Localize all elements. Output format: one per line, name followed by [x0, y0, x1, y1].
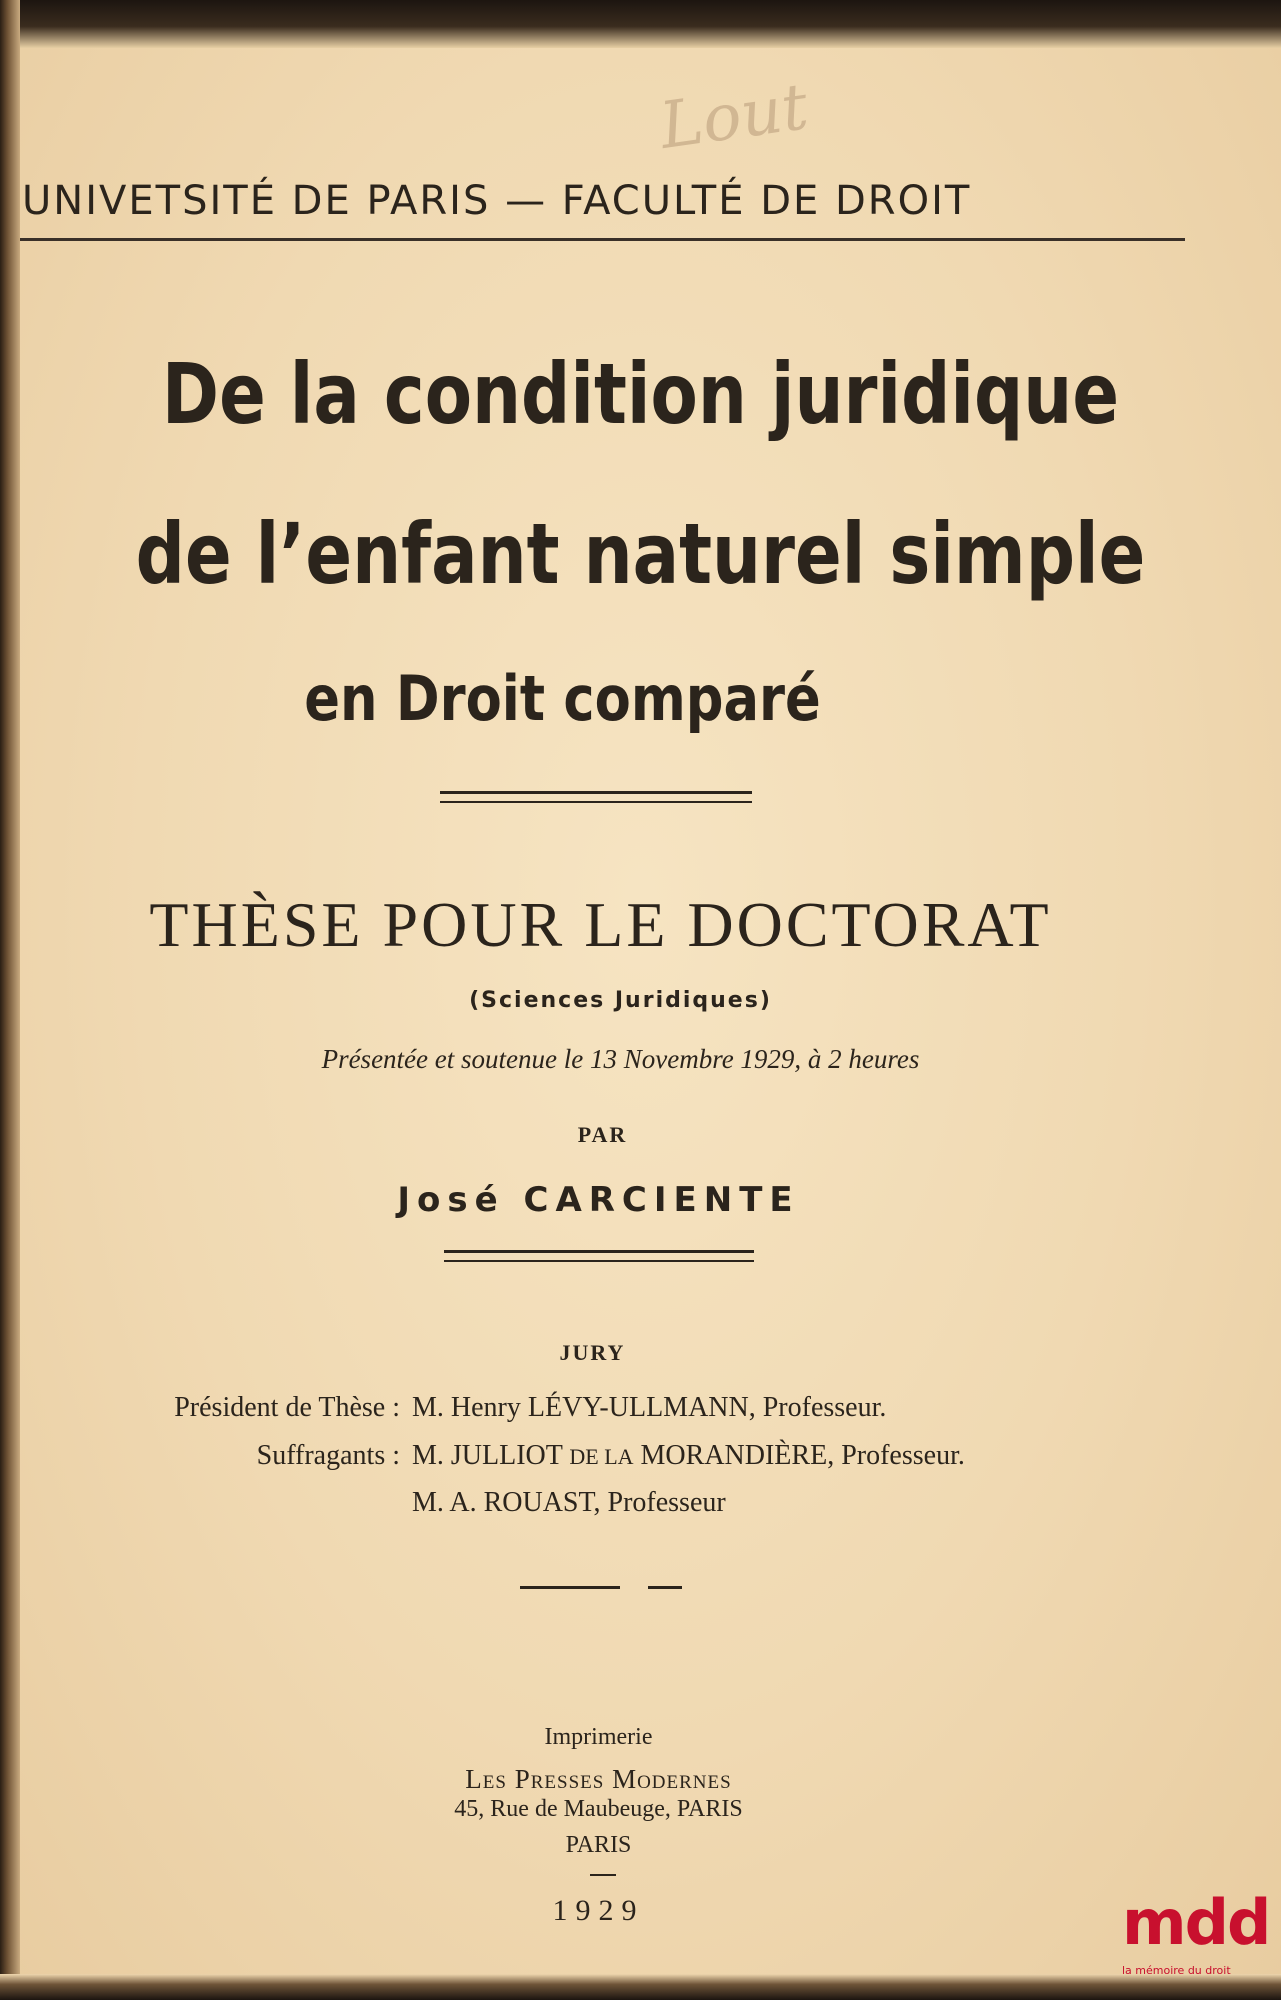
- title-line-2: de l’enfant naturel simple: [135, 505, 1146, 603]
- thesis-field: (Sciences Juridiques): [469, 988, 772, 1013]
- printer-address: 45, Rue de Maubeuge, PARIS: [454, 1796, 743, 1822]
- suffragant-1-particle: DE LA: [569, 1444, 634, 1469]
- ornament-rule-right: [648, 1586, 682, 1589]
- by-label: PAR: [577, 1122, 628, 1147]
- defense-date: Présentée et soutenue le 13 Novembre 1929, à 2 heures: [321, 1044, 920, 1074]
- suffragant-1: [412, 1440, 965, 1472]
- jury-heading: JURY: [559, 1340, 626, 1365]
- suffragants-role: Suffragants :: [256, 1440, 400, 1471]
- jury-suffragant-row-1: [0, 1440, 1281, 1480]
- university-header: UNIVETSITÉ DE PARIS — FACULTÉ DE DROIT: [22, 178, 972, 224]
- jury-president-row: [0, 1392, 1281, 1432]
- scan-bottom-edge: [0, 1974, 1281, 2000]
- logo-mark: mdd: [1122, 1886, 1270, 1959]
- city-rule: [590, 1874, 616, 1876]
- title-line-3: en Droit comparé: [304, 662, 821, 735]
- printer-city: PARIS: [565, 1832, 632, 1858]
- title-rule: [440, 791, 752, 803]
- ornament-rule-left: [520, 1586, 620, 1589]
- handwritten-note: Lout: [655, 70, 813, 164]
- author-rule: [444, 1250, 754, 1262]
- publication-year: 1929: [552, 1894, 645, 1927]
- printer-label: Imprimerie: [544, 1724, 653, 1750]
- scan-top-edge: [0, 0, 1281, 48]
- president-role: Président de Thèse :: [174, 1392, 400, 1423]
- suffragant-1-rest: MORANDIÈRE, Professeur.: [633, 1440, 965, 1471]
- logo-tagline: la mémoire du droit: [1122, 1964, 1231, 1977]
- author-name: José CARCIENTE: [397, 1180, 800, 1220]
- suffragant-2: M. A. ROUAST, Professeur: [412, 1487, 726, 1518]
- header-rule: [20, 238, 1185, 241]
- title-line-1: De la condition juridique: [161, 345, 1120, 443]
- printer-name: Les Presses Modernes: [465, 1764, 732, 1794]
- president-name: M. Henry LÉVY-ULLMANN, Professeur.: [412, 1392, 887, 1423]
- suffragant-1-name: M. JULLIOT: [412, 1440, 570, 1471]
- jury-suffragant-row-2: [0, 1487, 1281, 1527]
- mdd-logo: [1122, 1886, 1272, 1992]
- thesis-heading: THÈSE POUR LE DOCTORAT: [149, 889, 1052, 960]
